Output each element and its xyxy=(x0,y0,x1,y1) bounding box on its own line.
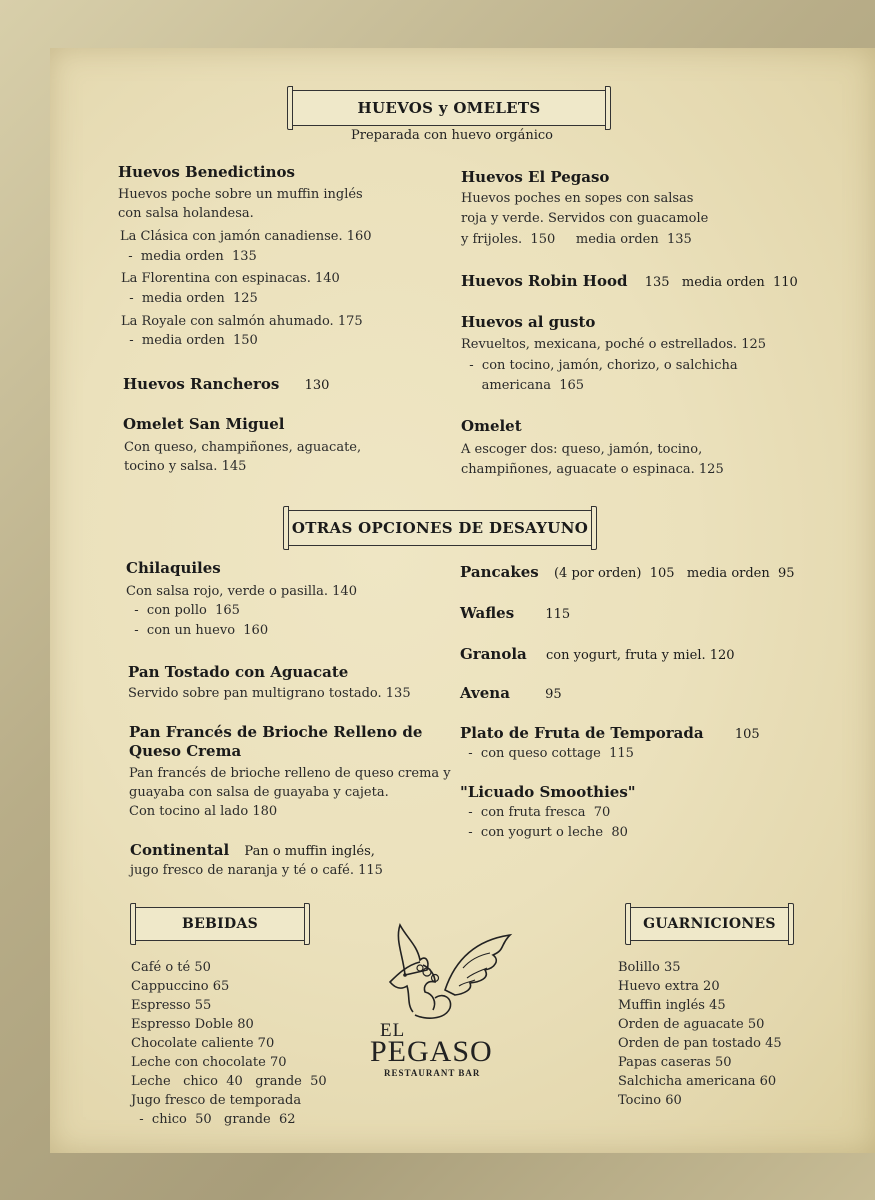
section-title-huevos: HUEVOS y OMELETS xyxy=(357,99,541,117)
item-line: - con pollo 165 xyxy=(126,603,240,618)
item-inline-text: con yogurt, fruta y miel. 120 xyxy=(546,648,735,663)
section-title-guarniciones: GUARNICIONES xyxy=(643,916,776,932)
item-title xyxy=(123,375,329,393)
item-line: - con un huevo 160 xyxy=(126,623,269,638)
item-line: - media orden 150 xyxy=(121,333,258,348)
list-item: Leche chico 40 grande 50 xyxy=(131,1074,327,1089)
item-inline-text: 95 xyxy=(545,687,562,702)
item-inline-text: Pan o muffin inglés, xyxy=(244,844,375,859)
item-title xyxy=(461,272,798,290)
list-item: Muffin inglés 45 xyxy=(618,998,726,1013)
item-line: con salsa holandesa. xyxy=(118,206,254,221)
item-line: - con yogurt o leche 80 xyxy=(460,825,628,840)
list-item: Papas caseras 50 xyxy=(618,1055,732,1070)
item-title-text: Granola xyxy=(460,645,527,663)
list-item: Orden de pan tostado 45 xyxy=(618,1036,782,1051)
item-line: - con fruta fresca 70 xyxy=(460,805,611,820)
item-line: roja y verde. Servidos con guacamole xyxy=(461,211,709,226)
item-line: La Florentina con espinacas. 140 xyxy=(121,271,340,286)
item-line: americana 165 xyxy=(461,378,585,393)
item-title: "Licuado Smoothies" xyxy=(460,783,636,801)
list-item: Orden de aguacate 50 xyxy=(618,1017,765,1032)
section-banner-guarniciones xyxy=(630,907,789,941)
item-title xyxy=(460,604,570,622)
list-item: Bolillo 35 xyxy=(618,960,681,975)
item-title: Huevos al gusto xyxy=(461,313,596,331)
list-item: Café o té 50 xyxy=(131,960,211,975)
item-inline-text: 115 xyxy=(545,607,571,622)
item-line: Huevos poches en sopes con salsas xyxy=(461,191,694,206)
item-line: Con queso, champiñones, aguacate, xyxy=(124,440,362,455)
item-inline-text: 105 xyxy=(734,727,760,742)
list-item: Cappuccino 65 xyxy=(131,979,230,994)
item-line: Pan francés de brioche relleno de queso crema y xyxy=(129,766,451,781)
list-item: - chico 50 grande 62 xyxy=(131,1112,296,1127)
item-line: guayaba con salsa de guayaba y cajeta. xyxy=(129,785,389,800)
item-title xyxy=(460,724,760,742)
item-price: 130 xyxy=(304,378,330,393)
item-title: Pan Francés de Brioche Relleno de xyxy=(129,723,423,741)
item-line: jugo fresco de naranja y té o café. 115 xyxy=(130,863,383,878)
item-title-text: Pancakes xyxy=(460,563,539,581)
item-title-text: Avena xyxy=(460,684,510,702)
list-item: Leche con chocolate 70 xyxy=(131,1055,287,1070)
item-title xyxy=(460,563,795,581)
section-title-otras: OTRAS OPCIONES DE DESAYUNO xyxy=(291,519,589,537)
pegasus-logo xyxy=(370,920,520,1080)
item-line: Revueltos, mexicana, poché o estrellados. 125 xyxy=(461,337,767,352)
list-item: Tocino 60 xyxy=(618,1093,682,1108)
logo-text-restaurant-bar: RESTAURANT BAR xyxy=(384,1068,481,1078)
item-line: - con tocino, jamón, chorizo, o salchicha xyxy=(461,358,738,373)
item-line: - media orden 135 xyxy=(120,249,257,264)
guarniciones-list xyxy=(618,958,782,1110)
list-item: Espresso Doble 80 xyxy=(131,1017,254,1032)
item-title: Huevos El Pegaso xyxy=(461,168,610,186)
item-line: Huevos poche sobre un muffin inglés xyxy=(118,187,363,202)
list-item: Huevo extra 20 xyxy=(618,979,720,994)
item-title-text: Continental xyxy=(130,841,230,859)
item-title-text: Plato de Fruta de Temporada xyxy=(460,724,704,742)
item-line: - con queso cottage 115 xyxy=(460,746,634,761)
item-title-text: Huevos Robin Hood xyxy=(461,272,628,290)
item-title xyxy=(460,684,562,702)
item-title: Omelet San Miguel xyxy=(123,415,285,433)
list-item: Jugo fresco de temporada xyxy=(131,1093,302,1108)
item-title xyxy=(130,841,375,859)
logo-text-el: EL xyxy=(380,1020,406,1041)
item-line: La Royale con salmón ahumado. 175 xyxy=(121,314,363,329)
section-banner-bebidas xyxy=(135,907,305,941)
logo-text-pegaso: PEGASO xyxy=(370,1035,493,1068)
item-title: Pan Tostado con Aguacate xyxy=(128,663,349,681)
list-item: Chocolate caliente 70 xyxy=(131,1036,275,1051)
item-line: Con salsa rojo, verde o pasilla. 140 xyxy=(126,584,357,599)
item-title: Queso Crema xyxy=(129,742,242,760)
item-line: y frijoles. 150 media orden 135 xyxy=(461,232,692,247)
item-line: Servido sobre pan multigrano tostado. 135 xyxy=(128,686,411,701)
bebidas-list xyxy=(131,958,327,1129)
item-title-text: Huevos Rancheros xyxy=(123,375,280,393)
section-banner-otras xyxy=(288,510,592,546)
pegasus-icon xyxy=(375,920,515,1025)
item-title: Chilaquiles xyxy=(126,559,221,577)
item-title: Huevos Benedictinos xyxy=(118,163,295,181)
section-title-bebidas: BEBIDAS xyxy=(181,916,259,932)
list-item: Espresso 55 xyxy=(131,998,212,1013)
item-price: 135 media orden 110 xyxy=(644,275,798,290)
item-line: champiñones, aguacate o espinaca. 125 xyxy=(461,462,724,477)
item-line: tocino y salsa. 145 xyxy=(124,459,247,474)
item-title xyxy=(460,645,735,663)
item-line: Con tocino al lado 180 xyxy=(129,804,278,819)
item-title: Omelet xyxy=(461,417,522,435)
item-line: - media orden 125 xyxy=(121,291,258,306)
item-inline-text: (4 por orden) 105 media orden 95 xyxy=(553,566,795,581)
item-line: La Clásica con jamón canadiense. 160 xyxy=(120,229,372,244)
section-banner-huevos xyxy=(292,90,606,126)
section-subtitle: Preparada con huevo orgánico xyxy=(351,128,554,143)
item-title-text: Wafles xyxy=(460,604,515,622)
list-item: Salchicha americana 60 xyxy=(618,1074,777,1089)
item-line: A escoger dos: queso, jamón, tocino, xyxy=(461,442,703,457)
